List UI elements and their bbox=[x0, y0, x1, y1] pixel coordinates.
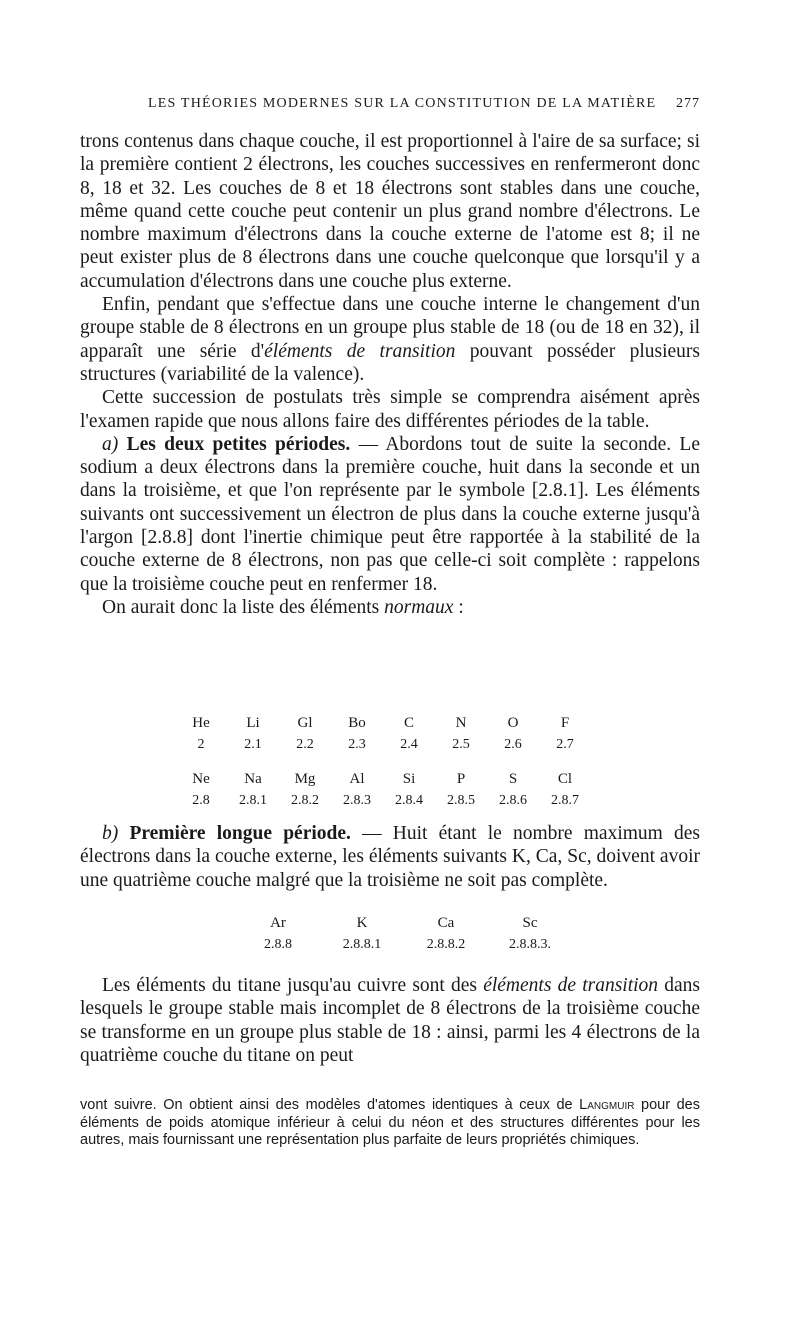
element-symbol: S bbox=[508, 771, 518, 787]
element-symbol: O bbox=[507, 715, 519, 731]
electron-config: 2.8.8.3. bbox=[509, 937, 551, 952]
main-text bbox=[80, 130, 700, 619]
section-heading-b: Première longue période. bbox=[129, 823, 351, 844]
paragraph-1: trons contenus dans chaque couche, il est proportionnel à l'aire de sa surface; si la première contient 2 électrons, les couches successives en renfermeront donc 8, 18 et 32. Les couches de 8 et 18 électrons sont stables dans une couche, même quand cette couche peut contenir un plus grand nombre d'électrons. Le nombre maximum d'électrons dans la couche externe de l'atome est 8; il ne peut exister plus de 8 électrons dans une couche quelconque que lorsqu'il y a accumulation d'électrons dans une couche plus externe. bbox=[80, 131, 700, 292]
electron-config: 2.8.4 bbox=[395, 793, 423, 808]
paragraph-7-text-end: dans lesquels le groupe stable mais incomplet de 8 électrons de la troisième couche se transforme en un groupe plus stable de 18 : ainsi, parmi les 4 électrons de la quatrième couche du titane on peut bbox=[80, 975, 700, 1066]
electron-config: 2.8.5 bbox=[447, 793, 475, 808]
paragraph-6 bbox=[80, 822, 700, 892]
electron-config: 2.8.8.2 bbox=[426, 937, 466, 952]
section-label-b: b) bbox=[102, 823, 119, 844]
row-spacer bbox=[175, 756, 615, 768]
element-symbol: Na bbox=[244, 771, 262, 787]
element-symbol: Cl bbox=[557, 771, 573, 787]
paragraph-2-text: Enfin, pendant que s'effectue dans une couche interne le changement d'un groupe stable de 8 électrons en un groupe plus stable de 18 (ou de 18 en 32), il apparaît une série d' bbox=[80, 294, 700, 362]
paragraph-5 bbox=[80, 596, 700, 619]
electron-config: 2.7 bbox=[556, 737, 574, 752]
paragraph-5-text-end: : bbox=[453, 596, 464, 618]
element-symbol: Sc bbox=[522, 915, 538, 931]
element-symbol: F bbox=[560, 715, 570, 731]
electron-config: 2.8.7 bbox=[551, 793, 579, 808]
table-row bbox=[175, 768, 615, 790]
element-symbol: Li bbox=[246, 715, 260, 731]
page-number: 277 bbox=[676, 96, 700, 111]
element-symbol: Mg bbox=[294, 771, 316, 787]
paragraph-4 bbox=[80, 433, 700, 596]
element-symbol: K bbox=[356, 915, 368, 931]
electron-config: 2 bbox=[197, 737, 205, 752]
footnote bbox=[80, 1097, 700, 1150]
paragraph-7-emphasis: éléments de transition bbox=[483, 975, 659, 996]
element-symbol: Bo bbox=[348, 715, 366, 731]
element-symbol: Al bbox=[349, 771, 365, 787]
element-symbol: P bbox=[456, 771, 466, 787]
table-row bbox=[175, 712, 615, 734]
electron-config: 2.5 bbox=[452, 737, 470, 752]
element-symbol: C bbox=[403, 715, 414, 731]
electron-config: 2.6 bbox=[504, 737, 522, 752]
electron-config: 2.8.8 bbox=[264, 937, 292, 952]
paragraph-2-emphasis: éléments de transition bbox=[264, 340, 456, 362]
element-symbol: N bbox=[455, 715, 467, 731]
footnote-text-end: pour des éléments de poids atomique inférieur à celui du néon et des structures différentes pour les autres, mais fournissant une représentation plus parfaite de leurs propriétés chimiques. bbox=[80, 1097, 700, 1149]
normal-elements-table bbox=[175, 712, 615, 812]
element-symbol: Gl bbox=[297, 715, 313, 731]
electron-config: 2.8.8.1 bbox=[342, 937, 382, 952]
electron-config: 2.8.6 bbox=[499, 793, 527, 808]
first-long-period-table bbox=[236, 912, 596, 956]
transition-paragraph bbox=[80, 974, 700, 1067]
footnote-text: vont suivre. On obtient ainsi des modèles d'atomes identiques à ceux de bbox=[80, 1097, 580, 1113]
electron-config: 2.2 bbox=[296, 737, 314, 752]
electron-config: 2.8.2 bbox=[291, 793, 319, 808]
section-b bbox=[80, 822, 700, 892]
section-heading-a: Les deux petites périodes. bbox=[126, 433, 351, 455]
paragraph-7 bbox=[80, 974, 700, 1067]
element-symbol: Ar bbox=[270, 915, 286, 931]
element-symbol: Ca bbox=[437, 915, 455, 931]
electron-config: 2.8.3 bbox=[343, 793, 371, 808]
paragraph-3: Cette succession de postulats très simple se comprendra aisément après l'examen rapide que nous allons faire des différentes périodes de la table. bbox=[80, 387, 700, 432]
paragraph-4-text: — Abordons tout de suite la seconde. Le sodium a deux électrons dans la première couche, huit dans la seconde et un dans la troisième, et que l'on représente par le symbole [2.8.1]. Les éléments suivants ont successivement un électron de plus dans la couche externe jusqu'à l'argon [2.8.8] dont l'inertie chimique peut être rapportée à la stabilité de la couche externe de 8 électrons, non pas que celle-ci soit complète : rappelons que la troisième couche peut en renfermer 18. bbox=[80, 433, 700, 595]
table-row bbox=[236, 934, 596, 956]
element-symbol: Si bbox=[402, 771, 416, 787]
section-label-a: a) bbox=[102, 433, 119, 455]
paragraph-5-emphasis: normaux bbox=[384, 596, 454, 618]
paragraph-2-text-end: pouvant posséder plusieurs structures (variabilité de la valence). bbox=[80, 340, 700, 385]
electron-config: 2.1 bbox=[244, 737, 262, 752]
table-row bbox=[175, 790, 615, 812]
running-title: LES THÉORIES MODERNES SUR LA CONSTITUTION DE LA MATIÈRE bbox=[148, 96, 657, 111]
electron-config: 2.4 bbox=[400, 737, 418, 752]
electron-config: 2.8.1 bbox=[239, 793, 267, 808]
running-header bbox=[80, 96, 700, 118]
paragraph-2 bbox=[80, 293, 700, 386]
electron-config: 2.3 bbox=[348, 737, 366, 752]
table-row bbox=[175, 734, 615, 756]
footnote-author-name: Langmuir bbox=[579, 1097, 635, 1113]
paragraph-6-text: — Huit étant le nombre maximum des électrons dans la couche externe, les éléments suivants K, Ca, Sc, doivent avoir une quatrième couche malgré que la troisième ne soit pas complète. bbox=[80, 823, 700, 891]
table-row bbox=[236, 912, 596, 934]
paragraph-7-text: Les éléments du titane jusqu'au cuivre sont des bbox=[102, 975, 484, 996]
electron-config: 2.8 bbox=[192, 793, 210, 808]
element-symbol: Ne bbox=[192, 771, 210, 787]
element-symbol: He bbox=[192, 715, 210, 731]
paragraph-5-text: On aurait donc la liste des éléments bbox=[102, 596, 385, 618]
